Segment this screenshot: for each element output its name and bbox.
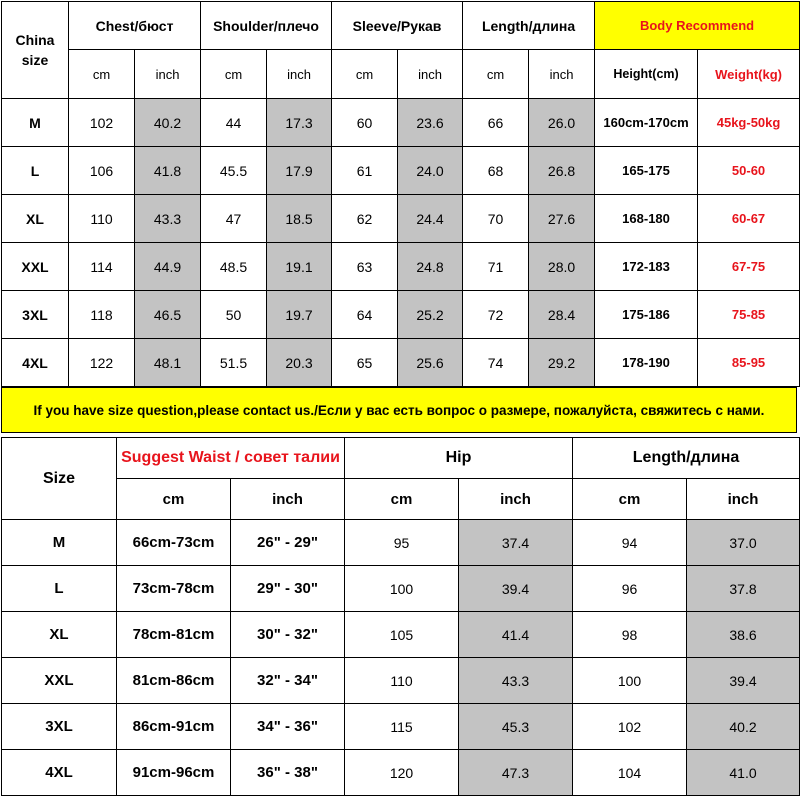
sleeve-cm-value: 61 (332, 147, 398, 195)
length-cm-value: 100 (573, 658, 687, 704)
length-inch-value: 28.0 (529, 243, 595, 291)
waist-inch-value: 36" - 38" (231, 750, 345, 796)
table-row (2, 704, 800, 750)
size-label: 4XL (2, 339, 69, 387)
waist-inch-value: 32" - 34" (231, 658, 345, 704)
hip-cm-value: 110 (345, 658, 459, 704)
length-cm-value: 102 (573, 704, 687, 750)
weight-value: 50-60 (698, 147, 800, 195)
chest-cm-value: 110 (69, 195, 135, 243)
chest-cm-value: 114 (69, 243, 135, 291)
size-label: XL (2, 612, 117, 658)
table-row (2, 243, 800, 291)
length-inch-value: 37.0 (687, 520, 800, 566)
hip-cm-value: 120 (345, 750, 459, 796)
length-cm-value: 104 (573, 750, 687, 796)
shoulder-inch-value: 18.5 (267, 195, 332, 243)
shoulder-cm-value: 44 (201, 99, 267, 147)
waist-cm-value: 81cm-86cm (117, 658, 231, 704)
length-inch-value: 40.2 (687, 704, 800, 750)
weight-value: 67-75 (698, 243, 800, 291)
table-row (2, 520, 800, 566)
length-inch-value: 39.4 (687, 658, 800, 704)
weight-label: Weight(kg) (698, 50, 800, 99)
size-label: L (2, 566, 117, 612)
sleeve-inch-value: 24.4 (398, 195, 463, 243)
unit-cm: cm (201, 50, 267, 99)
chest-cm-value: 106 (69, 147, 135, 195)
shoulder-inch-value: 19.1 (267, 243, 332, 291)
length-inch-value: 27.6 (529, 195, 595, 243)
size-label: M (2, 99, 69, 147)
length-inch-value: 26.0 (529, 99, 595, 147)
sleeve-inch-value: 24.8 (398, 243, 463, 291)
chest-inch-value: 44.9 (135, 243, 201, 291)
waist-inch-value: 29" - 30" (231, 566, 345, 612)
shoulder-header: Shoulder/плечо (201, 2, 332, 50)
length-cm-value: 70 (463, 195, 529, 243)
shoulder-inch-value: 19.7 (267, 291, 332, 339)
length-inch-value: 37.8 (687, 566, 800, 612)
waist-cm-value: 73cm-78cm (117, 566, 231, 612)
table-row (2, 147, 800, 195)
suggest-waist-header: Suggest Waist / совет талии (117, 438, 345, 479)
height-value: 172-183 (595, 243, 698, 291)
sleeve-inch-value: 23.6 (398, 99, 463, 147)
shoulder-inch-value: 17.9 (267, 147, 332, 195)
sleeve-header: Sleeve/Рукав (332, 2, 463, 50)
sleeve-inch-value: 25.2 (398, 291, 463, 339)
length-inch-value: 28.4 (529, 291, 595, 339)
waist-inch-value: 26" - 29" (231, 520, 345, 566)
height-value: 178-190 (595, 339, 698, 387)
shoulder-cm-value: 51.5 (201, 339, 267, 387)
hip-inch-value: 47.3 (459, 750, 573, 796)
sleeve-inch-value: 24.0 (398, 147, 463, 195)
table-row (2, 339, 800, 387)
height-value: 168-180 (595, 195, 698, 243)
hip-inch-value: 39.4 (459, 566, 573, 612)
chest-inch-value: 40.2 (135, 99, 201, 147)
height-value: 175-186 (595, 291, 698, 339)
size-label: XXL (2, 658, 117, 704)
top-size-table (1, 1, 800, 387)
length-cm-value: 74 (463, 339, 529, 387)
table-row (2, 658, 800, 704)
chest-inch-value: 46.5 (135, 291, 201, 339)
unit-inch: inch (267, 50, 332, 99)
sleeve-cm-value: 60 (332, 99, 398, 147)
table-row (2, 566, 800, 612)
waist-cm-value: 66cm-73cm (117, 520, 231, 566)
shoulder-inch-value: 17.3 (267, 99, 332, 147)
size-header: Size (2, 438, 117, 520)
unit-cm: cm (463, 50, 529, 99)
hip-cm-value: 105 (345, 612, 459, 658)
unit-inch: inch (529, 50, 595, 99)
length-cm-value: 98 (573, 612, 687, 658)
size-question-notice: If you have size question,please contact us./Если у вас есть вопрос о размере, пожалуйста, свяжитесь с нами. (1, 387, 797, 433)
height-value: 165-175 (595, 147, 698, 195)
unit-cm: cm (332, 50, 398, 99)
weight-value: 75-85 (698, 291, 800, 339)
length-inch-value: 29.2 (529, 339, 595, 387)
table-row (2, 612, 800, 658)
unit-inch: inch (459, 479, 573, 520)
size-label: 4XL (2, 750, 117, 796)
shoulder-cm-value: 50 (201, 291, 267, 339)
length-cm-value: 71 (463, 243, 529, 291)
unit-cm: cm (69, 50, 135, 99)
length-cm-value: 96 (573, 566, 687, 612)
hip-inch-value: 37.4 (459, 520, 573, 566)
length-header: Length/длина (573, 438, 800, 479)
sleeve-cm-value: 63 (332, 243, 398, 291)
length-inch-value: 38.6 (687, 612, 800, 658)
length-cm-value: 68 (463, 147, 529, 195)
hip-cm-value: 115 (345, 704, 459, 750)
chest-cm-value: 102 (69, 99, 135, 147)
waist-cm-value: 91cm-96cm (117, 750, 231, 796)
weight-value: 85-95 (698, 339, 800, 387)
height-label: Height(cm) (595, 50, 698, 99)
size-label: L (2, 147, 69, 195)
height-value: 160cm-170cm (595, 99, 698, 147)
bottom-size-table (1, 437, 800, 796)
size-label: XXL (2, 243, 69, 291)
size-label: M (2, 520, 117, 566)
chest-inch-value: 43.3 (135, 195, 201, 243)
sleeve-inch-value: 25.6 (398, 339, 463, 387)
length-cm-value: 72 (463, 291, 529, 339)
table-row (2, 99, 800, 147)
waist-cm-value: 78cm-81cm (117, 612, 231, 658)
chest-inch-value: 41.8 (135, 147, 201, 195)
shoulder-cm-value: 45.5 (201, 147, 267, 195)
hip-cm-value: 95 (345, 520, 459, 566)
waist-inch-value: 30" - 32" (231, 612, 345, 658)
size-label: 3XL (2, 704, 117, 750)
chest-cm-value: 118 (69, 291, 135, 339)
unit-cm: cm (345, 479, 459, 520)
chest-inch-value: 48.1 (135, 339, 201, 387)
sleeve-cm-value: 62 (332, 195, 398, 243)
length-header: Length/длина (463, 2, 595, 50)
size-label: XL (2, 195, 69, 243)
body-recommend-header: Body Recommend (595, 2, 800, 50)
unit-inch: inch (231, 479, 345, 520)
size-label: 3XL (2, 291, 69, 339)
hip-header: Hip (345, 438, 573, 479)
weight-value: 45kg-50kg (698, 99, 800, 147)
unit-cm: cm (117, 479, 231, 520)
hip-inch-value: 43.3 (459, 658, 573, 704)
length-inch-value: 41.0 (687, 750, 800, 796)
shoulder-inch-value: 20.3 (267, 339, 332, 387)
weight-value: 60-67 (698, 195, 800, 243)
shoulder-cm-value: 47 (201, 195, 267, 243)
unit-inch: inch (398, 50, 463, 99)
chest-header: Chest/бюст (69, 2, 201, 50)
sleeve-cm-value: 65 (332, 339, 398, 387)
sleeve-cm-value: 64 (332, 291, 398, 339)
table-row (2, 195, 800, 243)
china-size-header: China size (2, 2, 69, 99)
hip-inch-value: 45.3 (459, 704, 573, 750)
unit-cm: cm (573, 479, 687, 520)
hip-inch-value: 41.4 (459, 612, 573, 658)
table-row (2, 291, 800, 339)
length-cm-value: 66 (463, 99, 529, 147)
length-cm-value: 94 (573, 520, 687, 566)
length-inch-value: 26.8 (529, 147, 595, 195)
waist-inch-value: 34" - 36" (231, 704, 345, 750)
waist-cm-value: 86cm-91cm (117, 704, 231, 750)
unit-inch: inch (687, 479, 800, 520)
chest-cm-value: 122 (69, 339, 135, 387)
shoulder-cm-value: 48.5 (201, 243, 267, 291)
unit-inch: inch (135, 50, 201, 99)
table-row (2, 750, 800, 796)
hip-cm-value: 100 (345, 566, 459, 612)
